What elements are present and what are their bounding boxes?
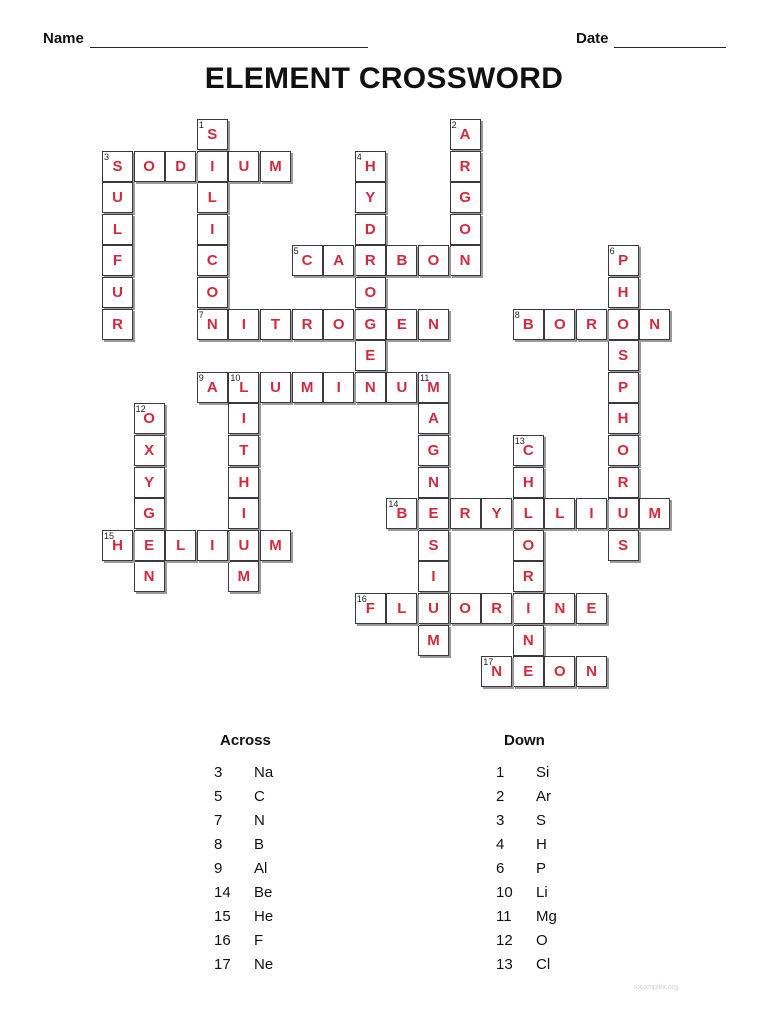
clue-row <box>496 836 616 856</box>
grid-cell[interactable]: O <box>134 151 165 182</box>
clue-text: Ne <box>254 956 274 973</box>
clue-text: H <box>536 836 547 853</box>
grid-cell[interactable]: O <box>323 309 354 340</box>
grid-cell[interactable]: U <box>260 372 291 403</box>
clue-number-label: 16 <box>356 594 367 604</box>
grid-cell[interactable]: H <box>102 530 133 561</box>
grid-cell[interactable]: M <box>292 372 323 403</box>
grid-cell[interactable]: O <box>355 277 386 308</box>
date-label: Date <box>576 30 609 47</box>
grid-cell[interactable]: I <box>197 214 228 245</box>
grid-cell[interactable]: Y <box>134 467 165 498</box>
clue-text: Si <box>536 764 550 781</box>
grid-cell[interactable]: B <box>513 309 544 340</box>
grid-cell[interactable]: N <box>576 656 607 687</box>
clue-number-label: 6 <box>609 246 615 257</box>
grid-cell[interactable]: R <box>513 561 544 592</box>
clue-row <box>496 908 616 928</box>
grid-cell[interactable]: T <box>260 309 291 340</box>
grid-cell[interactable]: E <box>134 530 165 561</box>
grid-cell[interactable]: D <box>165 151 196 182</box>
grid-cell[interactable]: U <box>228 530 259 561</box>
grid-cell[interactable]: F <box>355 593 386 624</box>
grid-cell[interactable]: L <box>544 498 575 529</box>
grid-cell[interactable]: R <box>576 309 607 340</box>
clue-text: C <box>254 788 265 805</box>
grid-cell[interactable]: O <box>450 214 481 245</box>
grid-cell[interactable]: B <box>386 245 417 276</box>
clue-number-label: 14 <box>388 499 399 510</box>
down-heading: Down <box>504 732 545 749</box>
grid-cell[interactable]: C <box>292 245 323 276</box>
grid-cell[interactable]: R <box>481 593 512 624</box>
grid-cell[interactable]: G <box>134 498 165 529</box>
grid-cell[interactable]: R <box>102 309 133 340</box>
grid-cell[interactable]: N <box>544 593 575 624</box>
grid-cell[interactable]: S <box>418 530 449 561</box>
clue-row <box>496 932 616 952</box>
grid-cell[interactable]: M <box>639 498 670 529</box>
clue-number: 13 <box>496 956 513 973</box>
clue-number: 17 <box>214 956 231 973</box>
grid-cell[interactable]: P <box>608 245 639 276</box>
clue-number-label: 15 <box>104 530 115 541</box>
grid-cell[interactable]: I <box>197 530 228 561</box>
clue-row <box>496 812 616 832</box>
grid-cell[interactable]: X <box>134 435 165 466</box>
clue-text: Ar <box>536 788 551 805</box>
grid-cell[interactable]: O <box>197 277 228 308</box>
clue-number-label: 5 <box>293 246 299 257</box>
grid-cell[interactable]: U <box>386 372 417 403</box>
grid-cell[interactable]: M <box>418 372 449 403</box>
clue-number: 10 <box>496 884 513 901</box>
grid-cell[interactable]: H <box>608 403 639 434</box>
grid-cell[interactable]: F <box>102 245 133 276</box>
across-heading: Across <box>220 732 271 749</box>
grid-cell[interactable]: S <box>608 530 639 561</box>
grid-cell[interactable]: R <box>292 309 323 340</box>
grid-cell[interactable]: M <box>260 530 291 561</box>
grid-cell[interactable]: U <box>228 151 259 182</box>
clue-text: Mg <box>536 908 557 925</box>
clue-number: 14 <box>214 884 231 901</box>
grid-cell[interactable]: E <box>355 340 386 371</box>
grid-cell[interactable]: N <box>355 372 386 403</box>
clue-number-label: 10 <box>230 372 241 383</box>
grid-cell[interactable]: N <box>418 467 449 498</box>
clue-number: 4 <box>496 836 505 853</box>
grid-cell[interactable]: D <box>355 214 386 245</box>
grid-cell[interactable]: R <box>450 151 481 182</box>
grid-cell[interactable]: R <box>450 498 481 529</box>
clue-text: P <box>536 860 547 877</box>
grid-cell[interactable]: I <box>197 151 228 182</box>
grid-cell[interactable]: G <box>355 309 386 340</box>
grid-cell[interactable]: G <box>450 182 481 213</box>
grid-cell[interactable]: E <box>386 309 417 340</box>
grid-cell[interactable]: N <box>481 656 512 687</box>
grid-cell[interactable]: I <box>228 309 259 340</box>
clue-number: 16 <box>214 932 231 949</box>
clue-row <box>496 956 616 976</box>
clue-number-label: 13 <box>514 436 525 446</box>
grid-cell[interactable]: L <box>165 530 196 561</box>
clue-row <box>214 812 334 832</box>
grid-cell[interactable]: L <box>197 182 228 213</box>
clue-number: 9 <box>214 860 223 877</box>
grid-cell[interactable]: U <box>102 182 133 213</box>
grid-cell[interactable]: N <box>197 309 228 340</box>
grid-cell[interactable]: A <box>450 119 481 150</box>
grid-cell[interactable]: N <box>639 309 670 340</box>
grid-cell[interactable]: H <box>228 467 259 498</box>
grid-cell[interactable]: L <box>102 214 133 245</box>
clue-row <box>496 788 616 808</box>
clue-text: S <box>536 812 547 829</box>
grid-cell[interactable]: L <box>513 498 544 529</box>
clue-number-label: 7 <box>198 309 204 320</box>
clue-number-label: 8 <box>514 309 520 320</box>
clue-text: Cl <box>536 956 551 973</box>
clue-number: 3 <box>214 764 223 781</box>
grid-cell[interactable]: Y <box>355 182 386 213</box>
grid-cell[interactable]: N <box>418 309 449 340</box>
grid-cell[interactable]: H <box>608 277 639 308</box>
grid-cell[interactable]: Y <box>481 498 512 529</box>
clue-row <box>214 788 334 808</box>
clue-number-label: 11 <box>420 372 430 383</box>
grid-cell[interactable]: E <box>513 656 544 687</box>
grid-cell[interactable]: O <box>450 593 481 624</box>
grid-cell[interactable]: O <box>608 309 639 340</box>
grid-cell[interactable]: O <box>418 245 449 276</box>
grid-cell[interactable]: M <box>228 561 259 592</box>
watermark: tocomplex.org <box>634 984 678 991</box>
clue-number-label: 17 <box>483 657 494 668</box>
grid-cell[interactable]: L <box>386 593 417 624</box>
grid-cell[interactable]: I <box>228 498 259 529</box>
grid-cell[interactable]: C <box>197 245 228 276</box>
grid-cell[interactable]: M <box>418 625 449 656</box>
grid-cell[interactable]: S <box>608 340 639 371</box>
clue-number-label: 4 <box>356 151 362 162</box>
grid-cell[interactable]: I <box>513 593 544 624</box>
grid-cell[interactable]: A <box>323 245 354 276</box>
clue-number-label: 12 <box>135 404 146 415</box>
grid-cell[interactable]: H <box>513 467 544 498</box>
clue-number-label: 1 <box>198 120 204 130</box>
clue-number: 11 <box>496 908 512 925</box>
grid-cell[interactable]: B <box>386 498 417 529</box>
grid-cell[interactable]: O <box>513 530 544 561</box>
clue-text: He <box>254 908 274 925</box>
clue-row <box>496 884 616 904</box>
grid-cell[interactable]: I <box>323 372 354 403</box>
clue-number: 8 <box>214 836 223 853</box>
clue-text: Be <box>254 884 273 901</box>
grid-cell[interactable]: A <box>197 372 228 403</box>
grid-cell[interactable]: N <box>450 245 481 276</box>
grid-cell[interactable]: A <box>418 403 449 434</box>
grid-cell[interactable]: P <box>608 372 639 403</box>
name-label: Name <box>43 30 84 47</box>
grid-cell[interactable]: O <box>134 403 165 434</box>
grid-cell[interactable]: E <box>576 593 607 624</box>
grid-cell[interactable]: L <box>228 372 259 403</box>
clue-row <box>214 908 334 928</box>
clue-number-label: 3 <box>104 151 110 162</box>
grid-cell[interactable]: I <box>418 561 449 592</box>
clue-text: Al <box>254 860 268 877</box>
grid-cell[interactable]: N <box>513 625 544 656</box>
clue-text: B <box>254 836 265 853</box>
grid-cell[interactable]: G <box>418 435 449 466</box>
clue-number: 7 <box>214 812 223 829</box>
clue-row <box>496 764 616 784</box>
clue-row <box>214 764 334 784</box>
grid-cell[interactable]: E <box>418 498 449 529</box>
clue-text: F <box>254 932 264 949</box>
clue-text: Li <box>536 884 548 901</box>
clue-number: 15 <box>214 908 231 925</box>
page-title: ELEMENT CROSSWORD <box>204 62 564 95</box>
grid-cell[interactable]: T <box>228 435 259 466</box>
clue-number: 1 <box>496 764 505 781</box>
grid-cell[interactable]: R <box>355 245 386 276</box>
grid-cell[interactable]: H <box>355 151 386 182</box>
clue-text: N <box>254 812 265 829</box>
grid-cell[interactable]: R <box>608 467 639 498</box>
grid-cell[interactable]: O <box>608 435 639 466</box>
clue-row <box>496 860 616 880</box>
clue-row <box>214 956 334 976</box>
clue-text: O <box>536 932 548 949</box>
grid-cell[interactable]: N <box>134 561 165 592</box>
clue-row <box>214 836 334 856</box>
grid-cell[interactable]: U <box>418 593 449 624</box>
grid-cell[interactable]: U <box>102 277 133 308</box>
grid-cell[interactable]: S <box>197 119 228 150</box>
grid-cell[interactable]: U <box>608 498 639 529</box>
grid-cell[interactable]: O <box>544 656 575 687</box>
clue-row <box>214 932 334 952</box>
grid-cell[interactable]: O <box>544 309 575 340</box>
clue-number-label: 9 <box>198 372 204 383</box>
clue-row <box>214 884 334 904</box>
clue-number: 6 <box>496 860 505 877</box>
grid-cell[interactable]: I <box>228 403 259 434</box>
grid-cell[interactable]: C <box>513 435 544 466</box>
clue-number: 12 <box>496 932 513 949</box>
grid-cell[interactable]: M <box>260 151 291 182</box>
grid-cell[interactable]: S <box>102 151 133 182</box>
clue-row <box>214 860 334 880</box>
clue-number: 3 <box>496 812 505 829</box>
clue-number-label: 2 <box>451 120 457 130</box>
clue-number: 5 <box>214 788 223 805</box>
grid-cell[interactable]: I <box>576 498 607 529</box>
clue-number: 2 <box>496 788 505 805</box>
clue-text: Na <box>254 764 274 781</box>
